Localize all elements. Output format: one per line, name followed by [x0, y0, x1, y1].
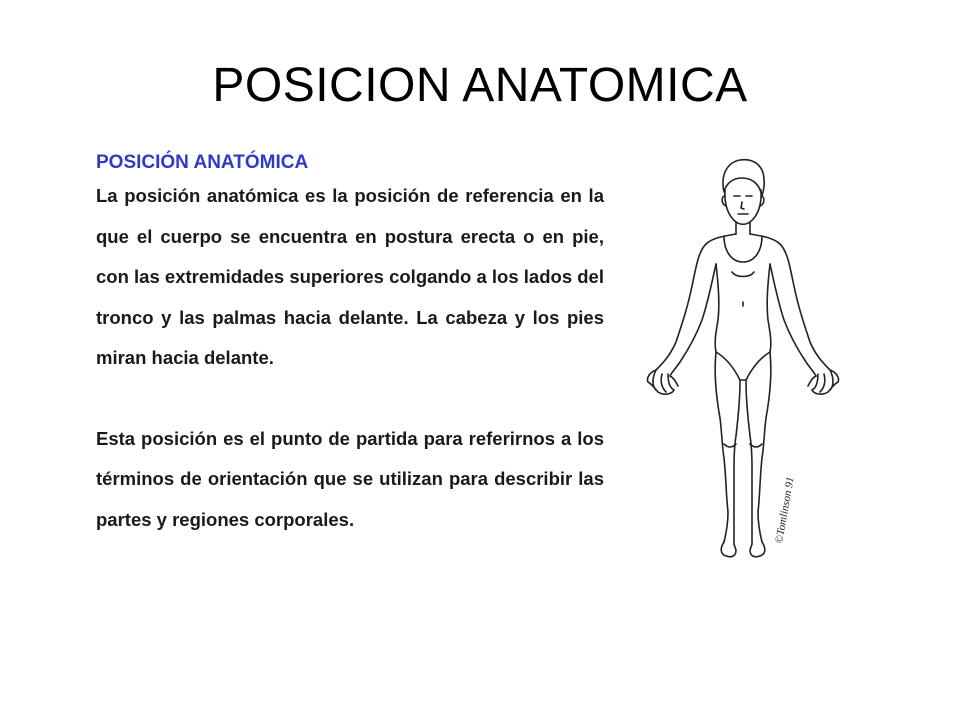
- arm-right: [750, 234, 830, 370]
- hair: [723, 160, 764, 196]
- body-outline-drawing: [636, 152, 848, 564]
- leotard-side-left: [715, 264, 719, 352]
- paragraph-purpose: Esta posición es el punto de partida para referirnos a los términos de orientación que se utilizan para describir las partes y regiones corporales.: [96, 427, 604, 530]
- leg-left-inner: [734, 380, 740, 544]
- leg-right-outer: [758, 352, 771, 542]
- artist-signature: ©Tomlinson 91: [773, 475, 797, 545]
- leotard-bottom: [716, 352, 770, 380]
- leg-right-inner: [746, 380, 752, 544]
- torso-detail: [732, 272, 754, 306]
- foot-right: [750, 542, 765, 557]
- leotard-top: [724, 236, 762, 262]
- head: [725, 190, 761, 224]
- hand-left: [647, 370, 678, 394]
- section-heading: POSICIÓN ANATÓMICA: [96, 152, 309, 173]
- arm-left: [656, 234, 736, 370]
- leotard-side-right: [767, 264, 771, 352]
- face-features: [734, 196, 752, 214]
- text-block: [96, 150, 604, 540]
- paragraph-definition: La posición anatómica es la posición de referencia en la que el cuerpo se encuentra en postura erecta o en pie, con las extremidades superiores colgando a los lados del tronco y las palmas hacia delante. La cabeza y los pies miran hacia delante.: [96, 185, 604, 368]
- leg-left-outer: [715, 352, 728, 542]
- slide-title: POSICION ANATOMICA: [212, 59, 748, 112]
- hand-right: [808, 370, 839, 394]
- foot-left: [721, 542, 736, 557]
- anatomical-figure: [636, 152, 848, 564]
